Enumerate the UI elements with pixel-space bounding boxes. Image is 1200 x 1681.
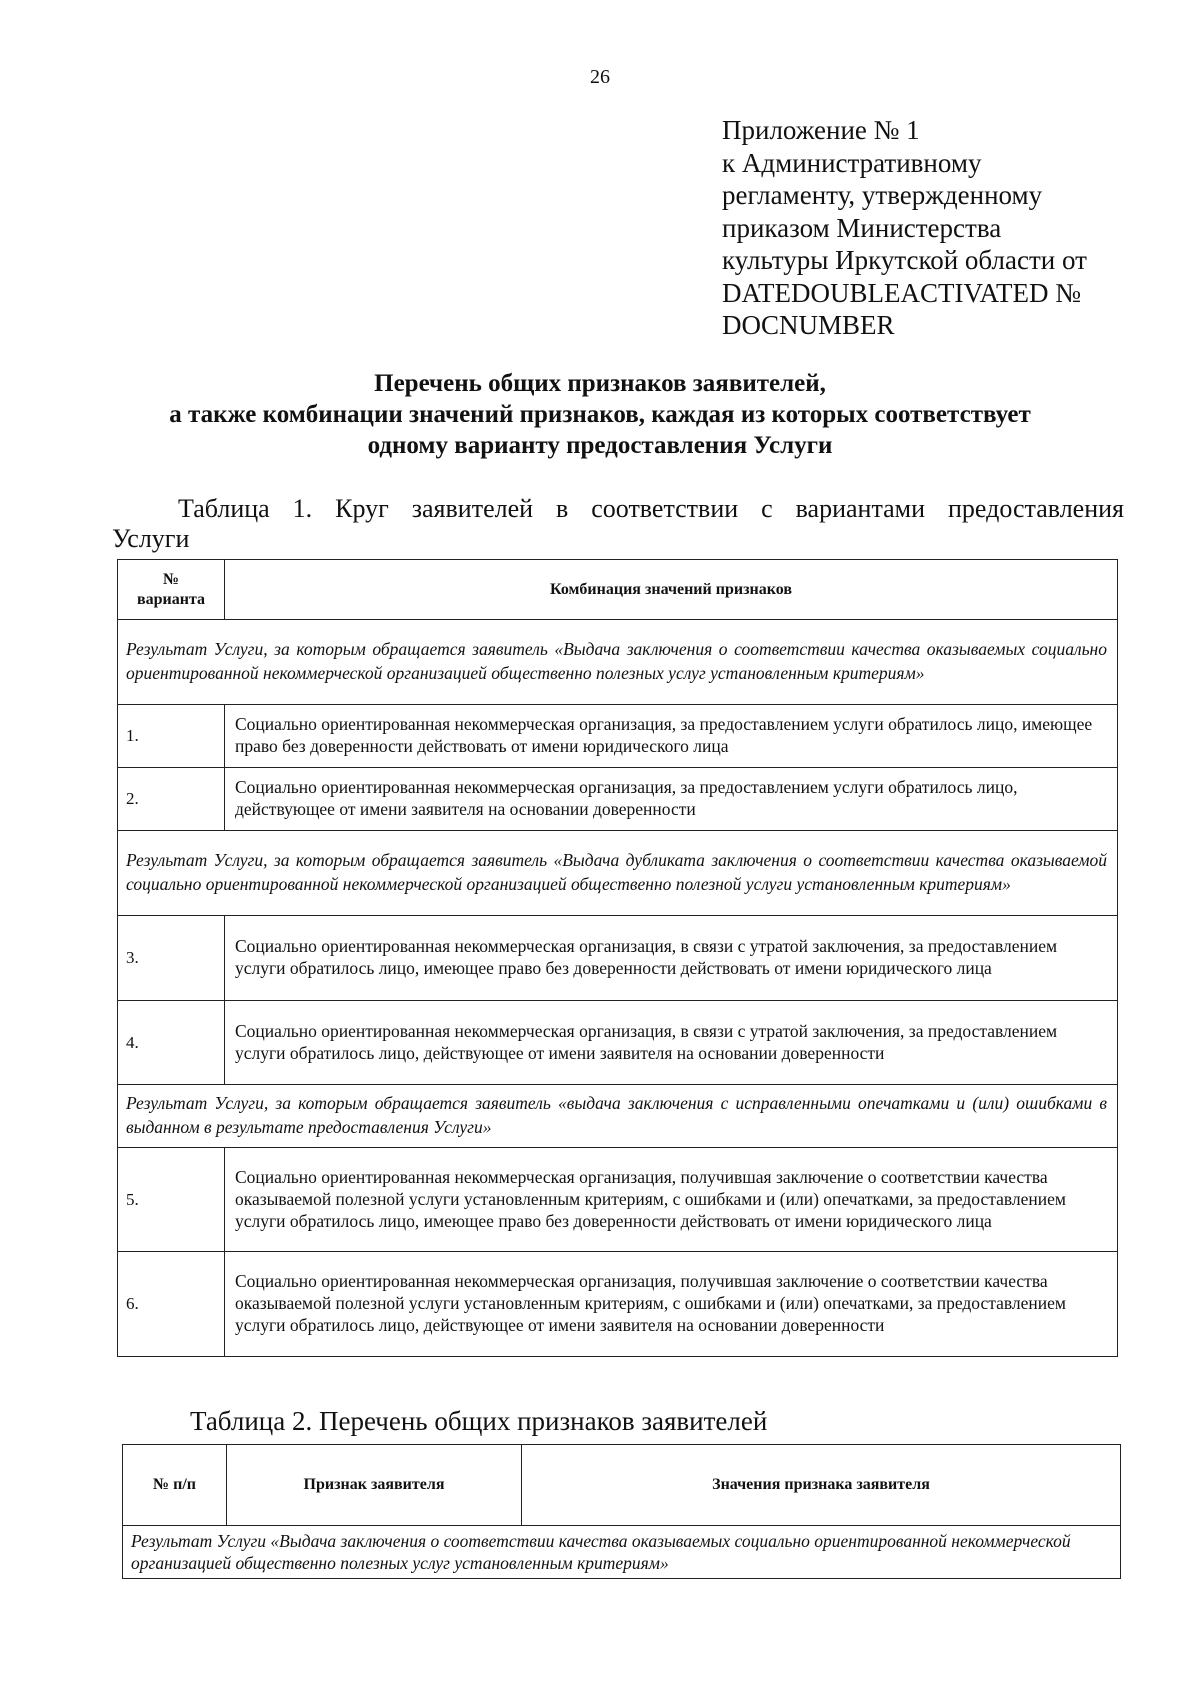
appendix-line: Приложение № 1 [722,115,920,145]
header-row-number: № п/п [123,1445,227,1526]
variant-number: 2. [118,768,225,831]
table-row [118,768,1118,831]
title-line: а также комбинации значений признаков, каждая из которых соответствует [169,401,1031,428]
title-line: одному варианту предоставления Услуги [367,432,833,459]
combination-text: Социально ориентированная некоммерческая организация, получившая заключение о соответствии качества оказываемой полезной услуги установленным критериям, с ошибками и (или) опечатками, за предоставлением услуги обратилось лицо, действующее от имени заявителя на основании доверенности [225,1252,1118,1357]
header-attribute: Признак заявителя [227,1445,522,1526]
result-row [118,1085,1118,1148]
combination-text: Социально ориентированная некоммерческая организация, за предоставлением услуги обратилось лицо, имеющее право без доверенности действовать от имени юридического лица [225,705,1118,768]
table-row [118,1001,1118,1085]
table-row [118,1252,1118,1357]
table1-caption [112,494,1124,554]
page-number: 26 [590,66,610,88]
combination-text: Социально ориентированная некоммерческая организация, в связи с утратой заключения, за предоставлением услуги обратилось лицо, действующее от имени заявителя на основании доверенности [225,1001,1118,1085]
table2-caption: Таблица 2. Перечень общих признаков заявителей [190,1406,768,1436]
result-text: Результат Услуги, за которым обращается заявитель «Выдача дубликата заключения о соответствии качества оказываемой социально ориентированной некоммерческой организацией общественно полезной услуги установленным критериям» [118,831,1118,916]
table-row [118,1148,1118,1252]
title-line: Перечень общих признаков заявителей, [374,370,826,397]
variant-number: 5. [118,1148,225,1252]
result-text: Результат Услуги «Выдача заключения о соответствии качества оказываемых социально ориентированной некоммерческой организацией общественно полезных услуг установленным критериям» [123,1526,1121,1579]
result-row [118,620,1118,705]
table-header-row [118,560,1118,620]
table-row [118,705,1118,768]
appendix-line: регламенту, утвержденному [722,180,1043,210]
table-header-row [123,1445,1121,1526]
result-row [118,831,1118,916]
document-title [100,368,1100,461]
table1-caption-line: Таблица 1. Круг заявителей в соответствии с вариантами предоставления [178,494,1124,523]
header-variant-number [118,560,225,620]
result-text: Результат Услуги, за которым обращается заявитель «выдача заключения с исправленными опечатками и (или) ошибками в выданном в результате предоставления Услуги» [118,1085,1118,1148]
appendix-line: DOCNUMBER [722,310,895,340]
appendix-line: приказом Министерства [722,212,1002,243]
combination-text: Социально ориентированная некоммерческая организация, в связи с утратой заключения, за предоставлением услуги обратилось лицо, имеющее право без доверенности действовать от имени юридического лица [225,916,1118,1001]
combination-text: Социально ориентированная некоммерческая организация, за предоставлением услуги обратилось лицо, действующее от имени заявителя на основании доверенности [225,768,1118,831]
appendix-line: DATEDOUBLEACTIVATED № [722,277,1081,308]
variant-number: 6. [118,1252,225,1357]
applicant-variants-table [117,559,1118,1357]
result-text: Результат Услуги, за которым обращается заявитель «Выдача заключения о соответствии качества оказываемых социально ориентированной некоммерческой организацией общественно полезных услуг установленным критериям» [118,620,1118,705]
appendix-note [722,114,1172,342]
header-num-symbol: № [162,570,180,588]
variant-number: 3. [118,916,225,1001]
variant-number: 1. [118,705,225,768]
variant-number: 4. [118,1001,225,1085]
appendix-line: к Административному [722,147,982,178]
header-num-label: варианта [136,590,206,608]
header-combination: Комбинация значений признаков [225,560,1118,620]
appendix-line: культуры Иркутской области от [722,245,1087,275]
table1-caption-line: Услуги [112,524,190,553]
combination-text: Социально ориентированная некоммерческая организация, получившая заключение о соответствии качества оказываемой полезной услуги установленным критериям, с ошибками и (или) опечатками, за предоставлением услуги обратилось лицо, имеющее право без доверенности действовать от имени юридического лица [225,1148,1118,1252]
result-row [123,1526,1121,1579]
table-row [118,916,1118,1001]
applicant-attributes-table [122,1444,1121,1579]
header-attribute-values: Значения признака заявителя [522,1445,1121,1526]
